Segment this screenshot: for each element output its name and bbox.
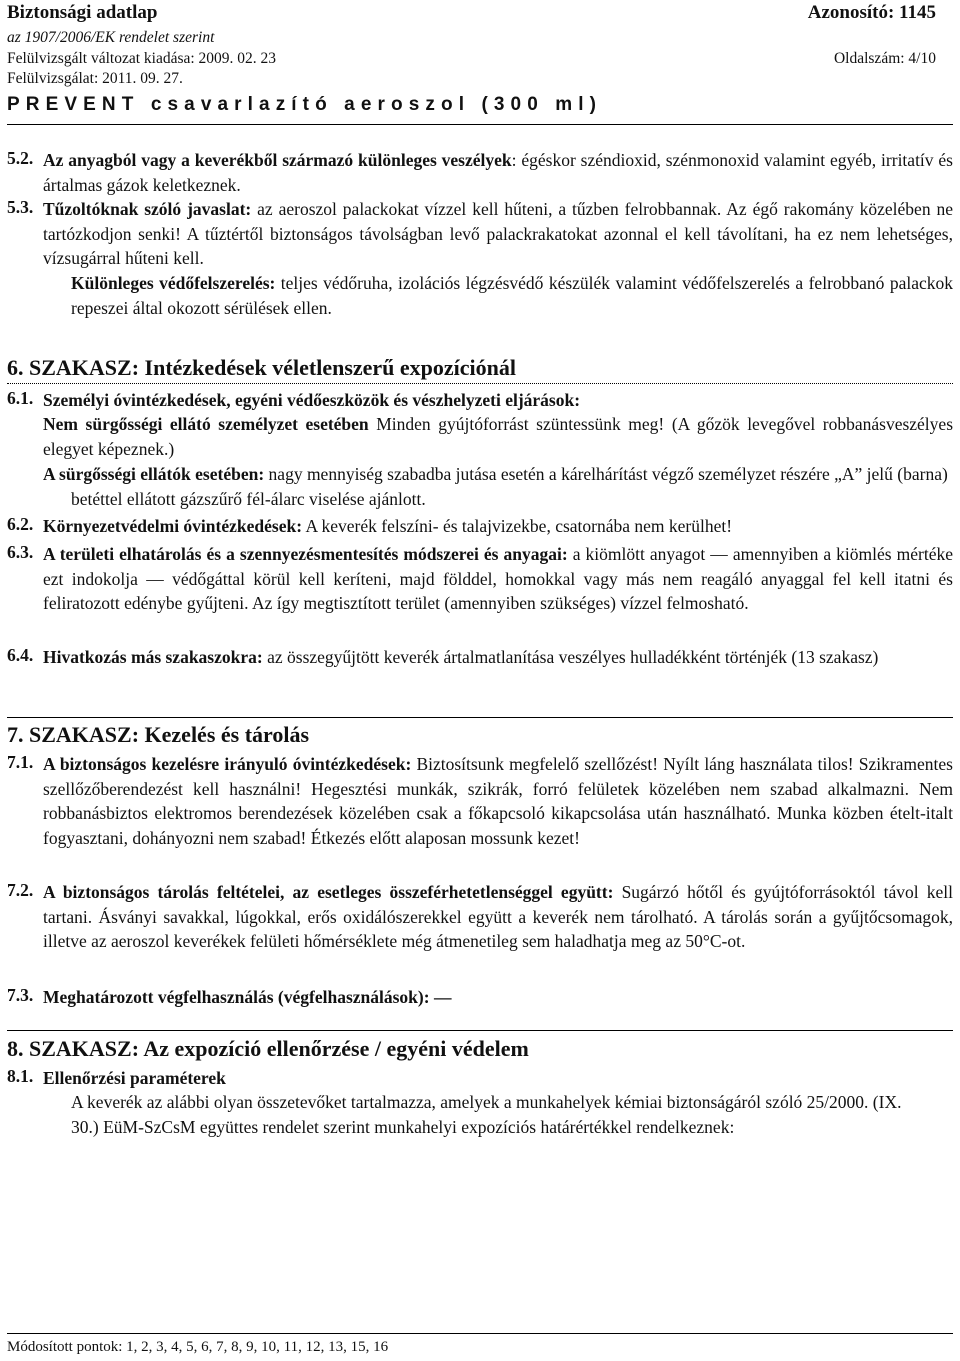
paragraph-8-1 [71, 1090, 920, 1139]
section-7-divider [7, 717, 953, 718]
paragraph-6-1-heading [43, 388, 953, 413]
paragraph-number: 7.2. [7, 880, 34, 900]
paragraph-5-2 [43, 148, 953, 197]
paragraph-7-1 [43, 752, 953, 850]
document-title: Biztonsági adatlap [7, 2, 158, 23]
paragraph-label: A biztonságos kezelésre irányuló óvintézkedések: [43, 754, 412, 774]
document-identifier: Azonosító: 1145 [807, 2, 936, 23]
page-number: Oldalszám: 4/10 [833, 50, 936, 67]
paragraph-6-4 [43, 645, 953, 670]
paragraph-number: 6.4. [7, 645, 34, 665]
paragraph-text: az összegyűjtött keverék ártalmatlanítása veszélyes hulladékként történjék (13 szakasz) [262, 647, 879, 667]
section-6-underline [7, 383, 953, 384]
paragraph-5-3 [43, 197, 953, 271]
paragraph-text: Sugárzó hőtől és gyújtóforrásoktól távol kell tartani. Ásványi savakkal, lúgokkal, erős oxidálószerekkel együtt a keverék nem tárolható. A tárolás során a gyűjtőcsomagok, illetve az aeroszol keverékek felületi hőmérséklete még átmenetileg sem haladhatja meg az 50°C-ot. [43, 882, 953, 951]
paragraph-number: 5.3. [7, 197, 34, 217]
paragraph-label: Tűzoltóknak szóló javaslat: [43, 199, 252, 219]
paragraph-7-2 [43, 880, 953, 954]
paragraph-7-3 [43, 985, 953, 1010]
paragraph-5-3-equipment [71, 271, 953, 320]
paragraph-text: az aeroszol palackokat vízzel kell hűteni, a tűzben felrobbannak. Az égő rakomány közelében ne tartózkodjon senki! A tűztértől biztonságos távolságban levő palackrakatokat azonnal el kell távolítani, ha ez nem lehetséges, vízsugárral hűteni kell. [43, 199, 953, 268]
paragraph-6-3 [43, 542, 953, 616]
paragraph-label: A sürgősségi ellátók esetében: [43, 464, 265, 484]
paragraph-label: Hivatkozás más szakaszokra: [43, 647, 263, 667]
paragraph-number: 6.2. [7, 514, 34, 534]
paragraph-text: — [429, 987, 452, 1007]
paragraph-text: Minden gyújtóforrást szüntessünk meg! (A gőzök levegővel robbanásveszélyes elegyet képeznek.) [43, 414, 953, 459]
paragraph-text: teljes védőruha, izolációs légzésvédő készülék valamint védőfelszerelés a felrobbanó palackok repeszei által okozott sérülések ellen. [71, 273, 953, 318]
header-divider [7, 124, 953, 125]
paragraph-6-1-non-emergency [43, 412, 953, 461]
paragraph-label: Különleges védőfelszerelés: [71, 273, 276, 293]
modified-sections-footer: Módosított pontok: 1, 2, 3, 4, 5, 6, 7, 8, 9, 10, 11, 12, 13, 15, 16 [7, 1339, 389, 1355]
paragraph-text: A keverék felszíni- és talajvizekbe, csatornába nem kerülhet! [302, 516, 733, 536]
paragraph-text: : égéskor széndioxid, szénmonoxid valamint egyéb, irritatív és ártalmas gázok keletkeznek. [43, 150, 953, 195]
paragraph-text: a kiömlött anyagot — amennyiben a kiömlés mértéke ezt indokolja — védőgáttal körül kell keríteni, majd földdel, homokkal vagy más nem reagáló anyaggal fel kell itatni és feliratozott edénybe gyűjteni. Az így megtisztított terület (amennyiben szükséges) vízzel felmosható. [43, 544, 953, 613]
regulation-reference: az 1907/2006/EK rendelet szerint [7, 29, 215, 46]
paragraph-label: Környezetvédelmi óvintézkedések: [43, 516, 303, 536]
paragraph-label: A területi elhatárolás és a szennyezésmentesítés módszerei és anyagai: [43, 544, 568, 564]
paragraph-6-1-emergency [43, 462, 953, 511]
paragraph-number: 7.1. [7, 752, 34, 772]
paragraph-text: Biztosítsunk megfelelő szellőzést! Nyílt láng használata tilos! Szikramentes szellőzőberendezést kell használni! Hegesztési munkák, szikrák, forró felületek közelében nem szabad alkalmazni. Nem robbanásbiztos elektromos berendezések közelében csak a főkapcsoló kikapcsolása után használható. Munka közben ételt-italt fogyasztani, dohányozni nem szabad! Étkezés előtt alaposan mossunk kezet! [43, 754, 953, 848]
paragraph-number: 5.2. [7, 148, 34, 168]
paragraph-label: Az anyagból vagy a keverékből származó különleges veszélyek [43, 150, 512, 170]
paragraph-label: Nem sürgősségi ellátó személyzet esetében [43, 414, 369, 434]
paragraph-number: 6.1. [7, 388, 34, 408]
section-8-divider [7, 1030, 953, 1031]
section-7-title: 7. SZAKASZ: Kezelés és tárolás [7, 722, 310, 747]
section-8-title: 8. SZAKASZ: Az expozíció ellenőrzése / egyéni védelem [7, 1036, 529, 1061]
paragraph-label: Személyi óvintézkedések, egyéni védőeszközök és vészhelyzeti eljárások: [43, 390, 581, 410]
paragraph-label: A biztonságos tárolás feltételei, az esetleges összeférhetetlenséggel együtt: [43, 882, 614, 902]
section-6-title: 6. SZAKASZ: Intézkedések véletlenszerű expozíciónál [7, 355, 517, 380]
paragraph-number: 8.1. [7, 1066, 34, 1086]
footer-divider [7, 1333, 953, 1334]
paragraph-number: 7.3. [7, 985, 34, 1005]
product-name: PREVENT csavarlazító aeroszol (300 ml) [7, 94, 603, 115]
paragraph-label: Meghatározott végfelhasználás (végfelhasználások): [43, 987, 430, 1007]
revised-version-date: Felülvizsgált változat kiadása: 2009. 02. 23 [7, 50, 277, 67]
revision-date: Felülvizsgálat: 2011. 09. 27. [7, 70, 183, 87]
paragraph-label: Ellenőrzési paraméterek [43, 1068, 226, 1088]
paragraph-8-1-heading [43, 1066, 953, 1091]
paragraph-text: nagy mennyiség szabadba jutása esetén a kárelhárítást végző személyzet részére „A” jelű (barna) betéttel ellátott gázszűrő fél-álarc viselése ajánlott. [71, 464, 948, 509]
paragraph-number: 6.3. [7, 542, 34, 562]
paragraph-6-2 [43, 514, 953, 539]
paragraph-text: A keverék az alábbi olyan összetevőket tartalmazza, amelyek a munkahelyek kémiai biztonságáról szóló 25/2000. (IX. 30.) EüM-SzCsM együttes rendelet szerint munkahelyi expozíciós határértékkel rendelkeznek: [71, 1092, 902, 1137]
